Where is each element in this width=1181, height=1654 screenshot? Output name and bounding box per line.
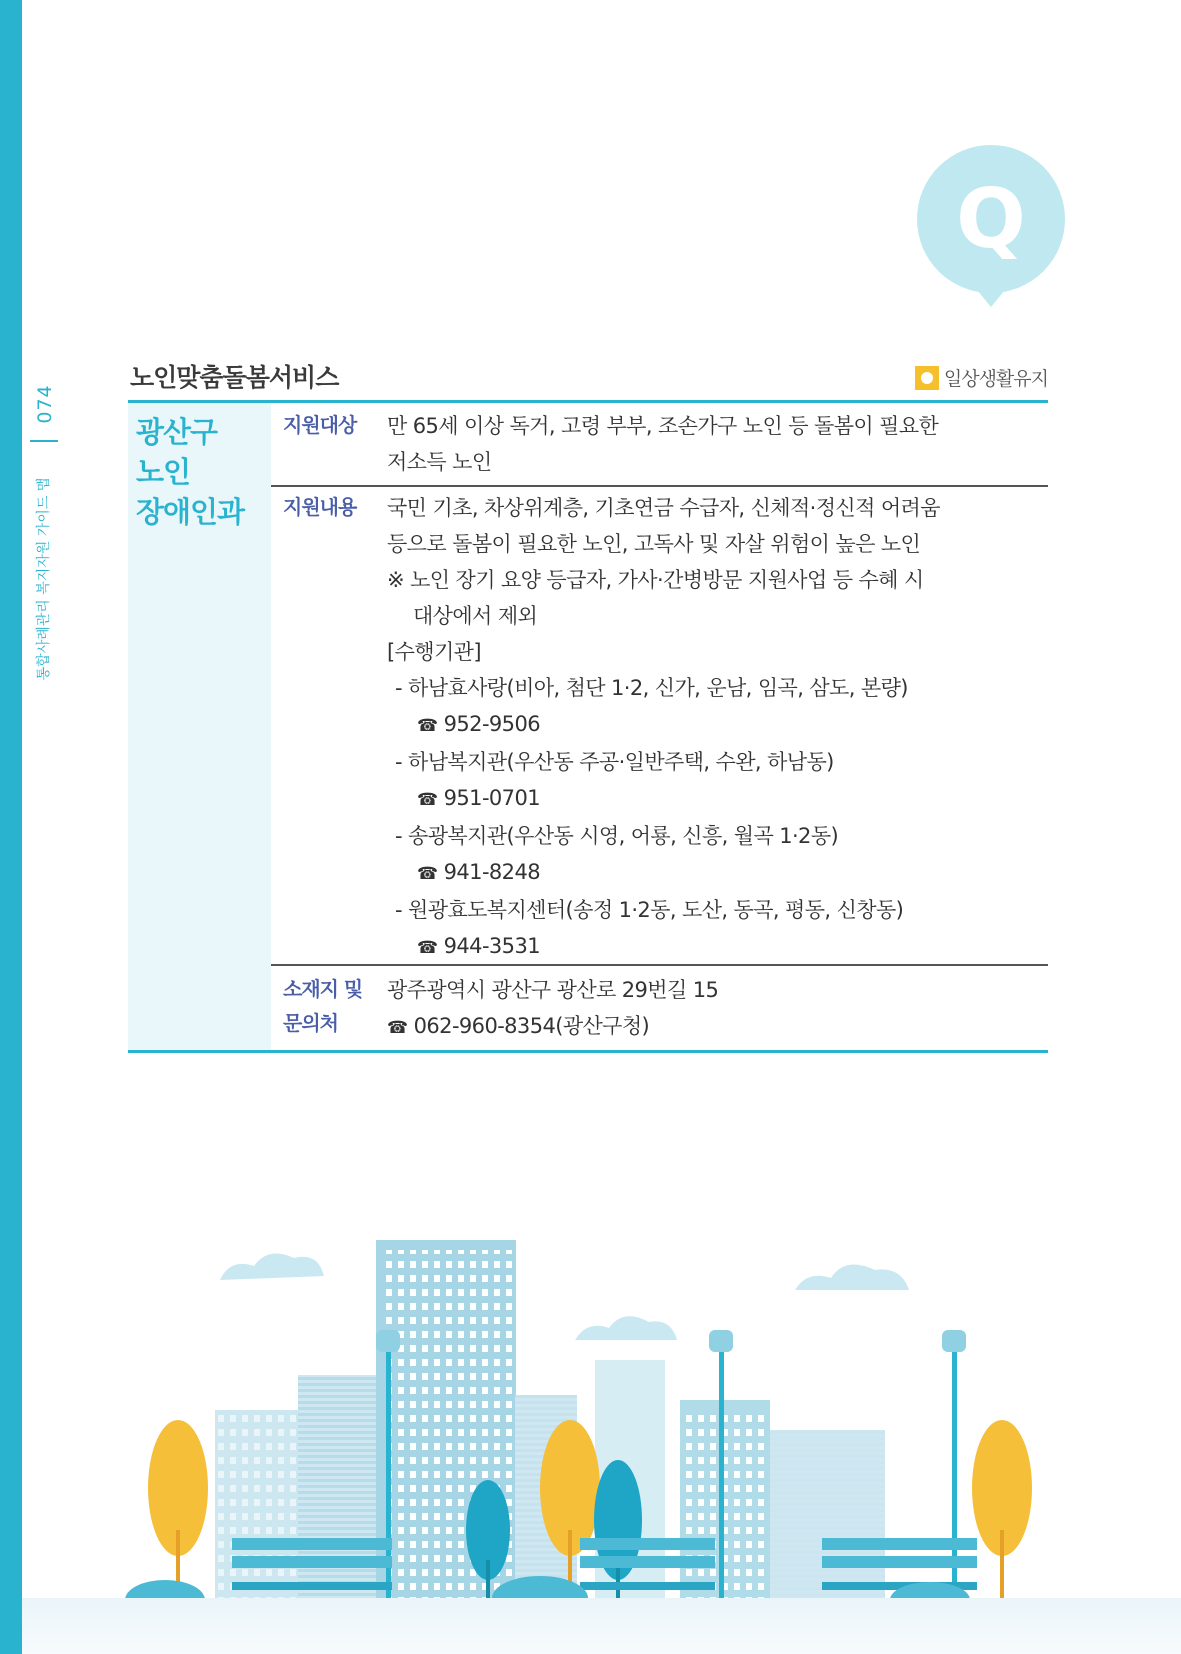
target-label: 지원대상 [283,413,357,437]
phone-icon: ☎ [387,1018,408,1038]
sun-icon [915,366,939,390]
agency-phone: ☎ 952-9506 [417,712,540,736]
page-number: 074 [34,384,56,424]
agency-item: - 원광효도복지센터(송정 1·2동, 도산, 동곡, 평동, 신창동) [395,898,904,922]
agency-phone: ☎ 951-0701 [417,786,540,810]
agency-phone: ☎ 941-8248 [417,860,540,884]
q-badge-icon [915,145,1067,315]
agency-item: - 하남복지관(우산동 주공·일반주택, 수완, 하남동) [395,750,834,774]
agency-phone: ☎ 944-3531 [417,934,540,958]
city-park-illustration [0,1230,1181,1654]
agency-item: - 송광복지관(우산동 시영, 어룡, 신흥, 월곡 1·2동) [395,824,839,848]
row-divider [271,485,1048,487]
svg-text:Q: Q [956,172,1026,267]
phone-icon: ☎ [417,716,438,736]
location-text: 광주광역시 광산구 광산로 29번길 15 ☎ 062-960-8354(광산구청) [387,978,719,1038]
department-name: 광산구 노인 장애인과 [136,415,245,529]
content-label: 지원내용 [283,495,357,519]
target-text: 만 65세 이상 독거, 고령 부부, 조손가구 노인 등 돌봄이 필요한 저소득 노인 [387,414,939,474]
content-text: 국민 기초, 차상위계층, 기초연금 수급자, 신체적·정신적 어려움 등으로 돌봄이 필요한 노인, 고독사 및 자살 위험이 높은 노인 ※ 노인 장기 요양 등급자, 가사·간병방문 지원사업 등 수혜 시 대상에서 제외 [수행기관] - 하남효사랑(비아, 첨단 1·2, 신가, 운남, 임곡, 삼도, 본량) ☎ 952-9506 - 하남복지관(우산동 주공·일반주택, 수완, 하남동) ☎ 951-0701 - 송광복지관(우산동 시영, 어룡, 신흥, 월곡 1·2동) ☎ 941-8248 - 원광효도복지센터(송정 1·2동, 도산, 동곡, 평동, 신창동) ☎ 944-3531 [387,490,940,966]
side-divider [30,440,58,442]
table-bottom-rule [128,1050,1048,1053]
row-divider [271,964,1048,966]
phone-icon: ☎ [417,938,438,958]
category-tag [915,364,1048,391]
category-label: 일상생활유지 [943,368,1048,390]
agency-item: - 하남효사랑(비아, 첨단 1·2, 신가, 운남, 임곡, 삼도, 본량) [395,676,908,700]
side-section-title: 통합사례관리 복지자원 가이드 맵 [36,477,52,681]
service-title: 노인맞춤돌봄서비스 [130,363,339,392]
phone-icon: ☎ [417,864,438,884]
phone-icon: ☎ [417,790,438,810]
location-label: 소재지 및 문의처 [283,977,363,1035]
